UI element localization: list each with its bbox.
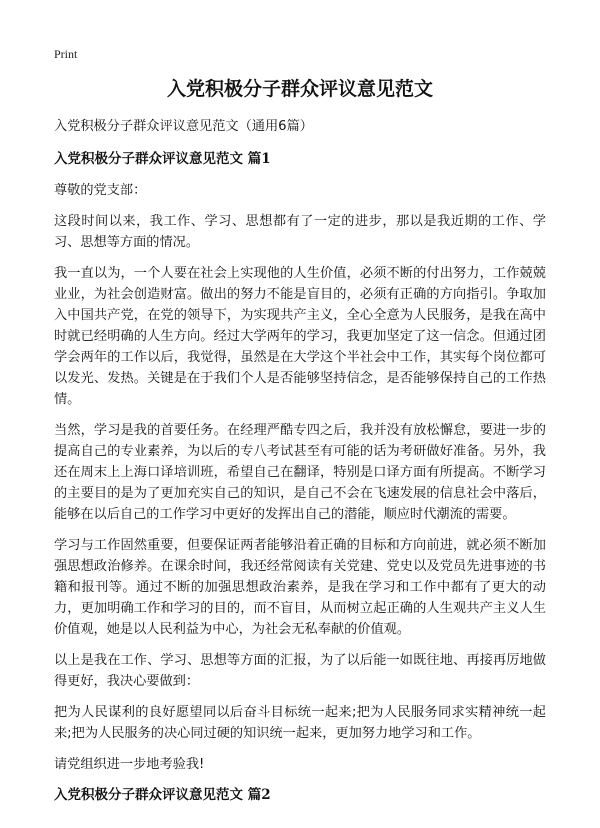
print-link[interactable]: Print xyxy=(54,47,78,61)
page-title: 入党积极分子群众评议意见范文 xyxy=(166,78,433,100)
paragraph-closing: 请党组织进一步地考验我! xyxy=(54,757,205,772)
paragraph-study: 当然，学习是我的首要任务。在经理严酷专四之后，我并没有放松懈怠，要进一步的提高自己的专业素养，为以后的专八考试甚至有可能的话为考研做好准备。另外，我还在周末上上海口译培训班，希望自己在翻译，特别是口译方面有所提高。不断学习的主要目的是为了更加充实自己的知识，是自己不会在飞速发展的信息社会中落后，能够在以后自己的工作学习中更好的发挥出自己的潜能，顺应时代潮流的需要。 xyxy=(54,423,546,522)
paragraph-life-goal: 我一直以为，一个人要在社会上实现他的人生价值，必须不断的付出努力，工作兢兢业业，为社会创造财富。做出的努力不能是盲目的，必须有正确的方向指引。争取加入中国共产党，在党的领导下，为实现共产主义，全心全意为人民服务，是我在高中时就已经明确的人生方向。经过大学两年的学习，我更加坚定了这一信念。但通过团学会两年的工作以后，我觉得，虽然是在大学这个半社会中工作，其实每个岗位都可以发光、发热。关键是在于我们个人是否能够坚持信念，是否能够保持自己的工作热情。 xyxy=(54,266,546,407)
document-subtitle: 入党积极分子群众评议意见范文（通用6篇） xyxy=(54,119,313,134)
paragraph-intro: 这段时间以来，我工作、学习、思想都有了一定的进步，那以是我近期的工作、学习、思想等方面的情况。 xyxy=(54,214,546,250)
paragraph-ideology: 学习与工作固然重要，但要保证两者能够沿着正确的目标和方向前进，就必须不断加强思想政治修养。在课余时间，我还经常阅读有关党建、党史以及党员先进事迹的书籍和报刊等。通过不断的加强思想政治素养，是我在学习和工作中都有了更大的动力，更加明确工作和学习的目的，而不盲目，从而树立起正确的人生观共产主义人生价值观，她是以人民利益为中心，为社会无私奉献的价值观。 xyxy=(54,538,546,637)
paragraph-summary: 以上是我在工作、学习、思想等方面的汇报，为了以后能一如既往地、再接再厉地做得更好，我决心要做到： xyxy=(54,653,546,689)
salutation: 尊敬的党支部： xyxy=(54,183,147,198)
section-heading-1: 入党积极分子群众评议意见范文 篇1 xyxy=(54,151,271,167)
section-heading-2: 入党积极分子群众评议意见范文 篇2 xyxy=(54,787,271,803)
paragraph-resolution: 把为人民谋利的良好愿望同以后奋斗目标统一起来;把为人民服务同求实精神统一起来;把为人民服务的决心同过硬的知识统一起来，更加努力地学习和工作。 xyxy=(54,705,546,741)
